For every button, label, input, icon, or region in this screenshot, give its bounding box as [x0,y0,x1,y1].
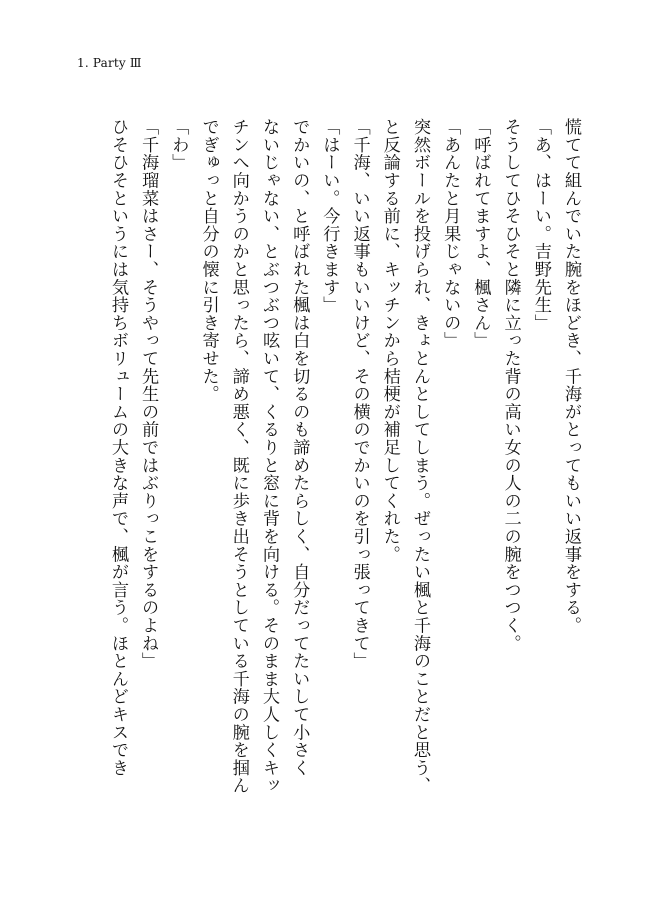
text-line: チンへ向かうのかと思ったら、諦め悪く、既に歩き出そうとしている千海の腕を掴ん [228,118,249,795]
text-line: と反論する前に、キッチンから桔梗が補足してくれた。 [379,118,400,563]
running-header: 1. Party Ⅲ [77,56,142,70]
vertical-body-text [103,118,586,818]
text-line: 「わ」 [168,118,189,172]
text-line: 「はーい。今行きます」 [319,118,340,314]
text-line: 慌てて組んでいた腕をほどき、千海がとってもいい返事をする。 [561,118,581,635]
text-line: 「千海、いい返事もいいけど、その横のでかいのを引っ張ってきて」 [349,118,370,670]
text-line: でかいの、と呼ばれた楓は白を切るのも諦めたらしく、自分だってたいして小さく [289,118,310,777]
text-line: 「あんたと月果じゃないの」 [440,118,461,350]
text-line: 「千海瑠菜はさー、そうやって先生の前ではぶりっこをするのよね」 [138,118,159,670]
text-line: 「あ、はーい。吉野先生」 [530,118,551,332]
text-line: そうしてひそひそと隣に立った背の高い女の人の二の腕をつつく。 [500,118,521,652]
text-line: 「呼ばれてますよ、楓さん」 [470,118,491,350]
text-line: ひそひそというには気持ちボリュームの大きな声で、楓が言う。ほとんどキスでき [107,118,128,777]
text-line: 突然ボールを投げられ、きょとんとしてしまう。ぜったい楓と千海のことだと思う、 [409,118,430,795]
text-line: でぎゅっと自分の懐に引き寄せた。 [198,118,219,403]
text-line: ないじゃない、とぶつぶつ呟いて、くるりと窓に背を向ける。そのまま大人しくキッ [258,118,279,795]
